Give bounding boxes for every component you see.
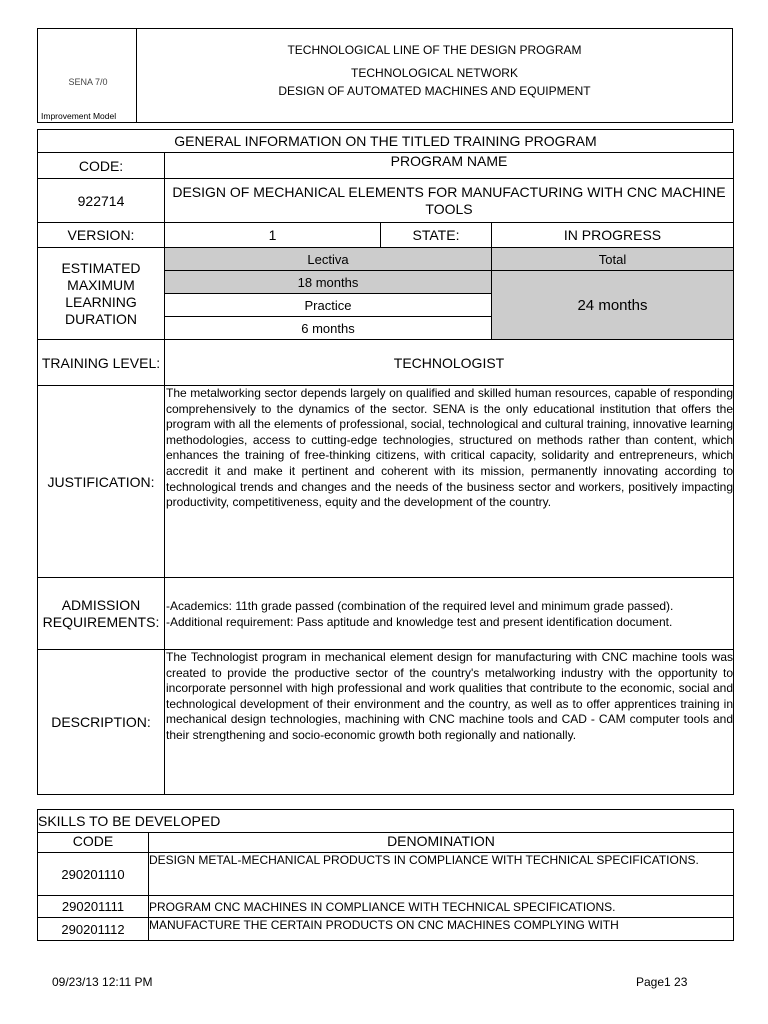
footer-datetime: 09/23/13 12:11 PM	[52, 975, 153, 989]
general-info-table	[37, 129, 734, 795]
document-header	[37, 28, 733, 123]
admission-additional: -Additional requirement: Pass aptitude and knowledge test and present identification document.	[166, 614, 673, 629]
general-info-title: GENERAL INFORMATION ON THE TITLED TRAINING PROGRAM	[38, 130, 734, 153]
skills-title: SKILLS TO BE DEVELOPED	[38, 810, 734, 833]
header-title-block	[137, 43, 732, 98]
duration-label: ESTIMATED MAXIMUM LEARNING DURATION	[38, 248, 165, 340]
table-row	[38, 918, 734, 941]
version-value: 1	[165, 223, 381, 248]
improvement-model-label: Improvement Model	[41, 111, 117, 121]
header-left-cell	[38, 29, 137, 122]
code-label: CODE:	[38, 153, 165, 179]
justification-text: The metalworking sector depends largely on qualified and skilled human resources, capable of responding comprehensively to the dynamics of the sector. SENA is the only educational institution that offers the program with all the elements of professional, social, technological and cultural training, innovative learning methodologies, access to cutting-edge technologies, structured on methods rather than content, which enhances the training of free-thinking citizens, with critical capacity, solidarity and entrepreneurs, which accredit it and make it pertinent and coherent with its mission, permanently innovating according to technological trends and changes and the needs of the business sector and workers, positively impacting productivity, competitiveness, equity and the development of the country.	[165, 386, 734, 578]
description-label: DESCRIPTION:	[38, 650, 165, 795]
skill-denomination: DESIGN METAL-MECHANICAL PRODUCTS IN COMPLIANCE WITH TECHNICAL SPECIFICATIONS.	[149, 853, 734, 896]
skill-code: 290201111	[38, 896, 149, 918]
header-line-1: TECHNOLOGICAL LINE OF THE DESIGN PROGRAM	[287, 43, 582, 57]
skills-table	[37, 809, 734, 941]
table-row	[38, 853, 734, 896]
skills-code-header: CODE	[38, 833, 149, 853]
training-level-value: TECHNOLOGIST	[165, 340, 734, 386]
program-code-value: 922714	[38, 179, 165, 223]
table-row	[38, 896, 734, 918]
footer-page-number: Page1 23	[636, 975, 688, 989]
practice-value: 6 months	[165, 317, 492, 340]
version-label: VERSION:	[38, 223, 165, 248]
admission-label: ADMISSION REQUIREMENTS:	[38, 578, 165, 650]
total-value: 24 months	[492, 271, 734, 340]
header-line-3: DESIGN OF AUTOMATED MACHINES AND EQUIPMENT	[278, 84, 591, 98]
justification-label: JUSTIFICATION:	[38, 386, 165, 578]
lectiva-value: 18 months	[165, 271, 492, 294]
program-name-label: PROGRAM NAME	[165, 153, 734, 179]
admission-academics: -Academics: 11th grade passed (combination of the required level and minimum grade passed).	[166, 598, 674, 613]
practice-label: Practice	[165, 294, 492, 317]
header-line-2: TECHNOLOGICAL NETWORK	[351, 66, 518, 80]
skill-denomination: MANUFACTURE THE CERTAIN PRODUCTS ON CNC MACHINES COMPLYING WITH	[149, 918, 734, 941]
skill-denomination: PROGRAM CNC MACHINES IN COMPLIANCE WITH TECHNICAL SPECIFICATIONS.	[149, 896, 734, 918]
admission-requirements	[165, 578, 734, 650]
training-level-label: TRAINING LEVEL:	[38, 340, 165, 386]
description-text: The Technologist program in mechanical element design for manufacturing with CNC machine tools was created to provide the productive sector of the country's metalworking industry with the opportunity to incorporate personnel with high professional and work qualities that contribute to the economic, social and technological development of their environment and the country, as well as to offer apprentices training in mechanical design technologies, machining with CNC machine tools and CAD - CAM computer tools and their strengthening and socio-economic growth both regionally and nationally.	[165, 650, 734, 795]
form-code: SENA 7/0	[68, 77, 108, 87]
skill-code: 290201110	[38, 853, 149, 896]
lectiva-label: Lectiva	[165, 248, 492, 271]
state-value: IN PROGRESS	[492, 223, 734, 248]
program-name-value: DESIGN OF MECHANICAL ELEMENTS FOR MANUFACTURING WITH CNC MACHINE TOOLS	[165, 179, 734, 223]
skills-denomination-header: DENOMINATION	[149, 833, 734, 853]
state-label: STATE:	[381, 223, 492, 248]
total-label: Total	[492, 248, 734, 271]
skill-code: 290201112	[38, 918, 149, 941]
